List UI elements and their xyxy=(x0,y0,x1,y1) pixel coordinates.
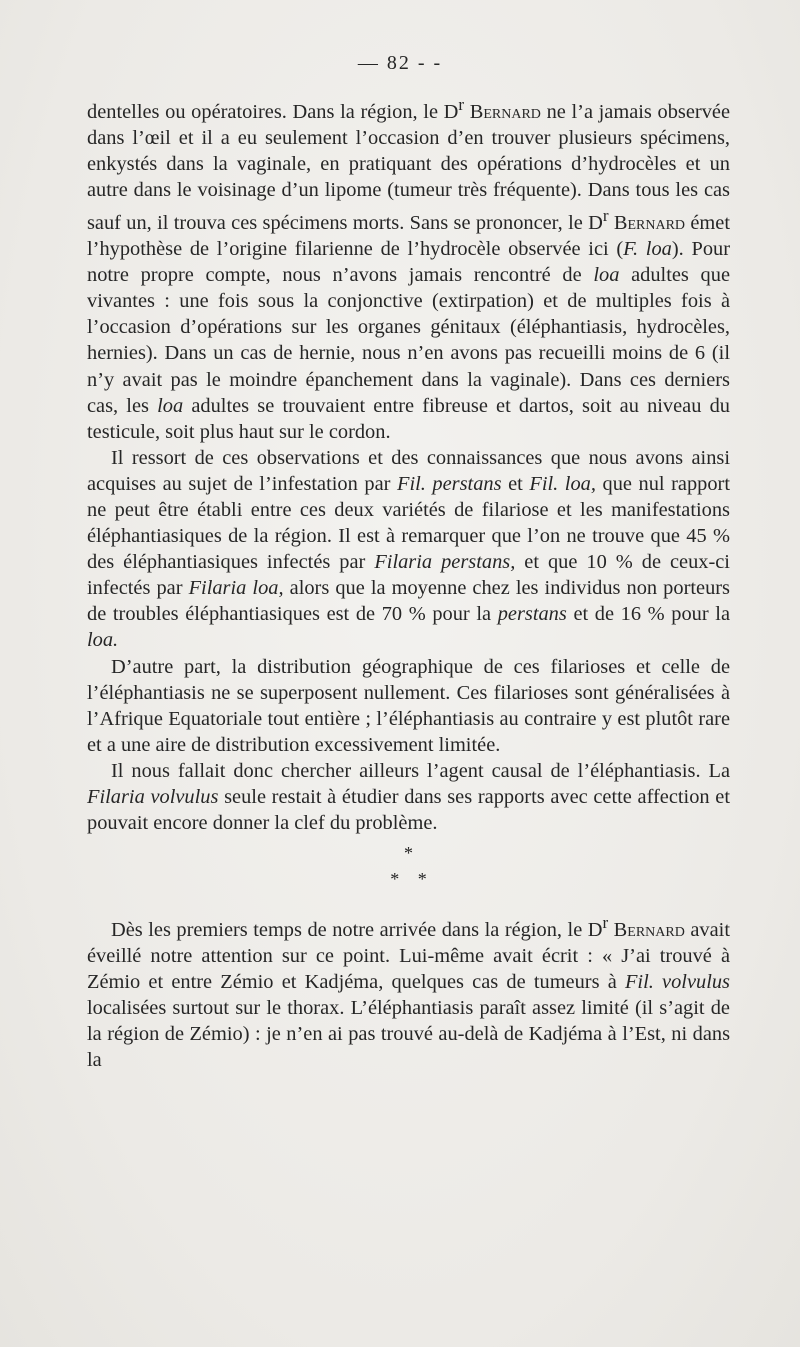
text-run: adultes se trouvaient entre fibreuse et dartos, soit au niveau du testicule, soit plus haut sur le cordon. xyxy=(87,394,730,443)
italic-term: loa xyxy=(157,394,184,417)
superscript: r xyxy=(602,206,609,226)
author-name: Bernard xyxy=(613,919,685,942)
text-run: et que 10 % de ceux-ci infectés par xyxy=(87,551,730,600)
text-run: localisées surtout sur le thorax. L’éléphantiasis paraît assez limité (il s’agit de la région de Zémio) : je n’en ai pas trouvé au-delà de Kadjéma à l’Est, ni dans la xyxy=(87,997,730,1072)
text-run: Il nous fallait donc chercher ailleurs l’agent causal de l’éléphantiasis. La xyxy=(111,759,730,782)
text-run: et xyxy=(501,472,530,495)
text-run: ne l’a jamais observée dans l’œil et il a eu seulement l’occasion d’en trouver plusieurs spécimens, enkystés dans la vaginale, en pratiquant des opérations d’hydrocèles et un autre dans le voisinage d’un lipome (tumeur très fréquente). Dans tous les cas sauf un, il trouva ces spécimens morts. Sans se prononcer, le D xyxy=(87,100,730,234)
italic-term: Fil. loa, xyxy=(529,472,596,495)
page-body xyxy=(87,92,730,1074)
paragraph-1 xyxy=(87,92,730,445)
text-run: Dès les premiers temps de notre arrivée dans la région, le D xyxy=(111,919,603,942)
italic-term: Filaria loa, xyxy=(188,577,284,600)
text-run: que nul rapport ne peut être établi entre ces deux variétés de filariose et les manifestations éléphantiasiques de la région. Il est à remarquer que l’on ne trouve que 45 % des éléphantiasiques infectés par xyxy=(87,472,730,574)
superscript: r xyxy=(458,95,465,114)
text-run: dentelles ou opératoires. Dans la région, le D xyxy=(87,100,459,123)
text-run: seule restait à étudier dans ses rapports avec cette affection et pouvait encore donner la clef du problème. xyxy=(87,786,731,835)
text-run: émet l’hypothèse de l’origine filarienne de l’hydrocèle observée ici ( xyxy=(87,211,730,261)
italic-term: Filaria perstans, xyxy=(374,551,516,574)
italic-term: Filaria volvulus xyxy=(87,786,219,809)
italic-term: loa xyxy=(593,264,620,287)
paragraph-3: D’autre part, la distribution géographique de ces filarioses et celle de l’éléphantiasis ne se superposent nullement. Ces filarioses sont généralisées à l’Afrique Equatoriale tout entière ; l’éléphantiasis au contraire y est plutôt rare et a une aire de distribution excessivement limitée. xyxy=(87,655,730,756)
asterisk-row-2: * * xyxy=(390,869,427,890)
text-run: adultes que vivantes : une fois sous la conjonctive (extirpation) et de multiples fois à l’occasion d’opérations sur les organes génitaux (éléphantiasis, hydrocèles, hernies). Dans un cas de hernie, nous n’en avons pas recueilli moins de 6 (il n’y avait pas le moindre épanchement dans la vaginale). Dans ces derniers cas, les xyxy=(87,264,730,417)
text-run: ). Pour notre propre compte, nous n’avons jamais rencontré de xyxy=(87,238,731,287)
paragraph-5 xyxy=(87,910,730,1073)
text-run: alors que la moyenne chez les individus non porteurs de troubles éléphantiasiques est de 70 % pour la xyxy=(87,577,730,626)
asterisk-row-1: * xyxy=(404,843,413,864)
italic-term: perstans xyxy=(497,603,567,626)
text-run: et de 16 % pour la xyxy=(566,603,730,626)
text-run: avait éveillé notre attention sur ce point. Lui-même avait écrit : « J’ai trouvé à Zémio et entre Zémio et Kadjéma, quelques cas de tumeurs à xyxy=(87,919,730,994)
italic-term: loa. xyxy=(87,629,119,652)
italic-term: Fil. volvulus xyxy=(624,971,730,994)
author-name: Bernard xyxy=(469,100,541,123)
italic-term: F. loa xyxy=(623,238,672,261)
paragraph-2 xyxy=(87,445,730,654)
page-number: — 82 - - xyxy=(357,52,443,74)
section-break-asterisks xyxy=(87,840,730,892)
superscript: r xyxy=(602,913,609,933)
paragraph-4 xyxy=(87,758,730,836)
author-name: Bernard xyxy=(613,211,686,234)
text-run: Il ressort de ces observations et des connaissances que nous avons ainsi acquises au sujet de l’infestation par xyxy=(87,446,730,495)
italic-term: Fil. perstans xyxy=(396,472,502,495)
